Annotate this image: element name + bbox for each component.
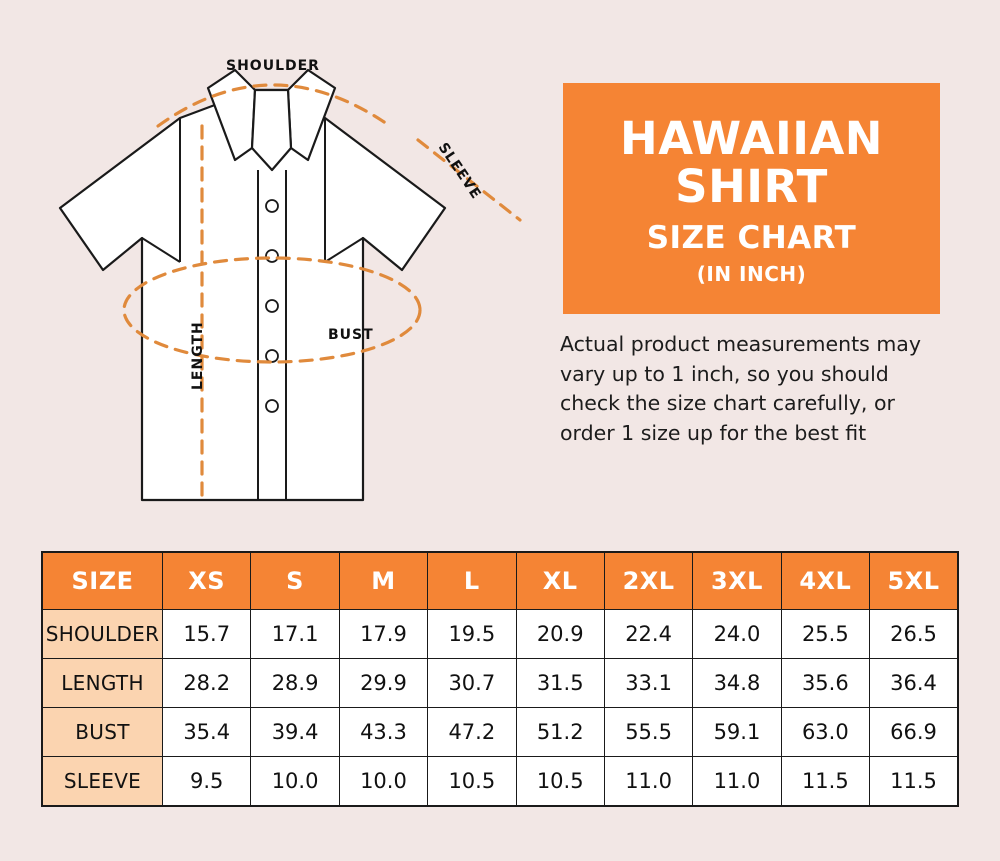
- row-label-sleeve: SLEEVE: [42, 757, 163, 807]
- cell-sleeve-4xl: 11.5: [781, 757, 869, 807]
- shirt-illustration: [30, 30, 540, 520]
- cell-length-s: 28.9: [251, 659, 339, 708]
- title-banner: [563, 83, 940, 314]
- title-line-1: HAWAIIAN: [620, 112, 883, 166]
- header-cell-xl: XL: [516, 552, 604, 610]
- cell-sleeve-l: 10.5: [428, 757, 516, 807]
- header-cell-2xl: 2XL: [604, 552, 692, 610]
- table-row: [42, 659, 958, 708]
- row-label-bust: BUST: [42, 708, 163, 757]
- cell-shoulder-xl: 20.9: [516, 610, 604, 659]
- label-bust: BUST: [328, 327, 374, 343]
- header-cell-l: L: [428, 552, 516, 610]
- row-label-shoulder: SHOULDER: [42, 610, 163, 659]
- cell-bust-5xl: 66.9: [870, 708, 958, 757]
- size-chart-table: [41, 551, 959, 807]
- header-cell-4xl: 4XL: [781, 552, 869, 610]
- cell-shoulder-2xl: 22.4: [604, 610, 692, 659]
- title-main: [620, 112, 883, 213]
- cell-bust-m: 43.3: [339, 708, 427, 757]
- cell-shoulder-l: 19.5: [428, 610, 516, 659]
- cell-bust-l: 47.2: [428, 708, 516, 757]
- cell-shoulder-5xl: 26.5: [870, 610, 958, 659]
- cell-sleeve-m: 10.0: [339, 757, 427, 807]
- header-cell-size: SIZE: [42, 552, 163, 610]
- label-shoulder: SHOULDER: [226, 58, 320, 74]
- cell-length-4xl: 35.6: [781, 659, 869, 708]
- cell-bust-3xl: 59.1: [693, 708, 781, 757]
- header-cell-xs: XS: [163, 552, 251, 610]
- measurement-note: Actual product measurements may vary up to 1 inch, so you should check the size chart carefully, or order 1 size up for the best fit: [560, 332, 921, 446]
- cell-bust-4xl: 63.0: [781, 708, 869, 757]
- table-row: [42, 757, 958, 807]
- header-cell-5xl: 5XL: [870, 552, 958, 610]
- cell-sleeve-xs: 9.5: [163, 757, 251, 807]
- header-cell-s: S: [251, 552, 339, 610]
- cell-bust-s: 39.4: [251, 708, 339, 757]
- cell-sleeve-3xl: 11.0: [693, 757, 781, 807]
- cell-length-xl: 31.5: [516, 659, 604, 708]
- cell-shoulder-m: 17.9: [339, 610, 427, 659]
- table-row: [42, 708, 958, 757]
- header-cell-3xl: 3XL: [693, 552, 781, 610]
- cell-bust-xl: 51.2: [516, 708, 604, 757]
- cell-shoulder-xs: 15.7: [163, 610, 251, 659]
- label-sleeve: SLEEVE: [434, 140, 485, 203]
- title-line-2: SHIRT: [675, 159, 828, 213]
- cell-shoulder-4xl: 25.5: [781, 610, 869, 659]
- shirt-diagram-icon: [30, 30, 540, 520]
- cell-shoulder-3xl: 24.0: [693, 610, 781, 659]
- title-subtitle: SIZE CHART: [646, 219, 857, 256]
- cell-bust-2xl: 55.5: [604, 708, 692, 757]
- header-cell-m: M: [339, 552, 427, 610]
- cell-length-3xl: 34.8: [693, 659, 781, 708]
- row-label-length: LENGTH: [42, 659, 163, 708]
- cell-length-m: 29.9: [339, 659, 427, 708]
- cell-sleeve-5xl: 11.5: [870, 757, 958, 807]
- cell-length-2xl: 33.1: [604, 659, 692, 708]
- cell-length-5xl: 36.4: [870, 659, 958, 708]
- table-row: [42, 610, 958, 659]
- label-length: LENGTH: [190, 321, 206, 390]
- table-header-row: [42, 552, 958, 610]
- cell-bust-xs: 35.4: [163, 708, 251, 757]
- cell-sleeve-2xl: 11.0: [604, 757, 692, 807]
- cell-sleeve-s: 10.0: [251, 757, 339, 807]
- cell-sleeve-xl: 10.5: [516, 757, 604, 807]
- cell-length-xs: 28.2: [163, 659, 251, 708]
- cell-shoulder-s: 17.1: [251, 610, 339, 659]
- title-unit: (IN INCH): [696, 261, 807, 286]
- cell-length-l: 30.7: [428, 659, 516, 708]
